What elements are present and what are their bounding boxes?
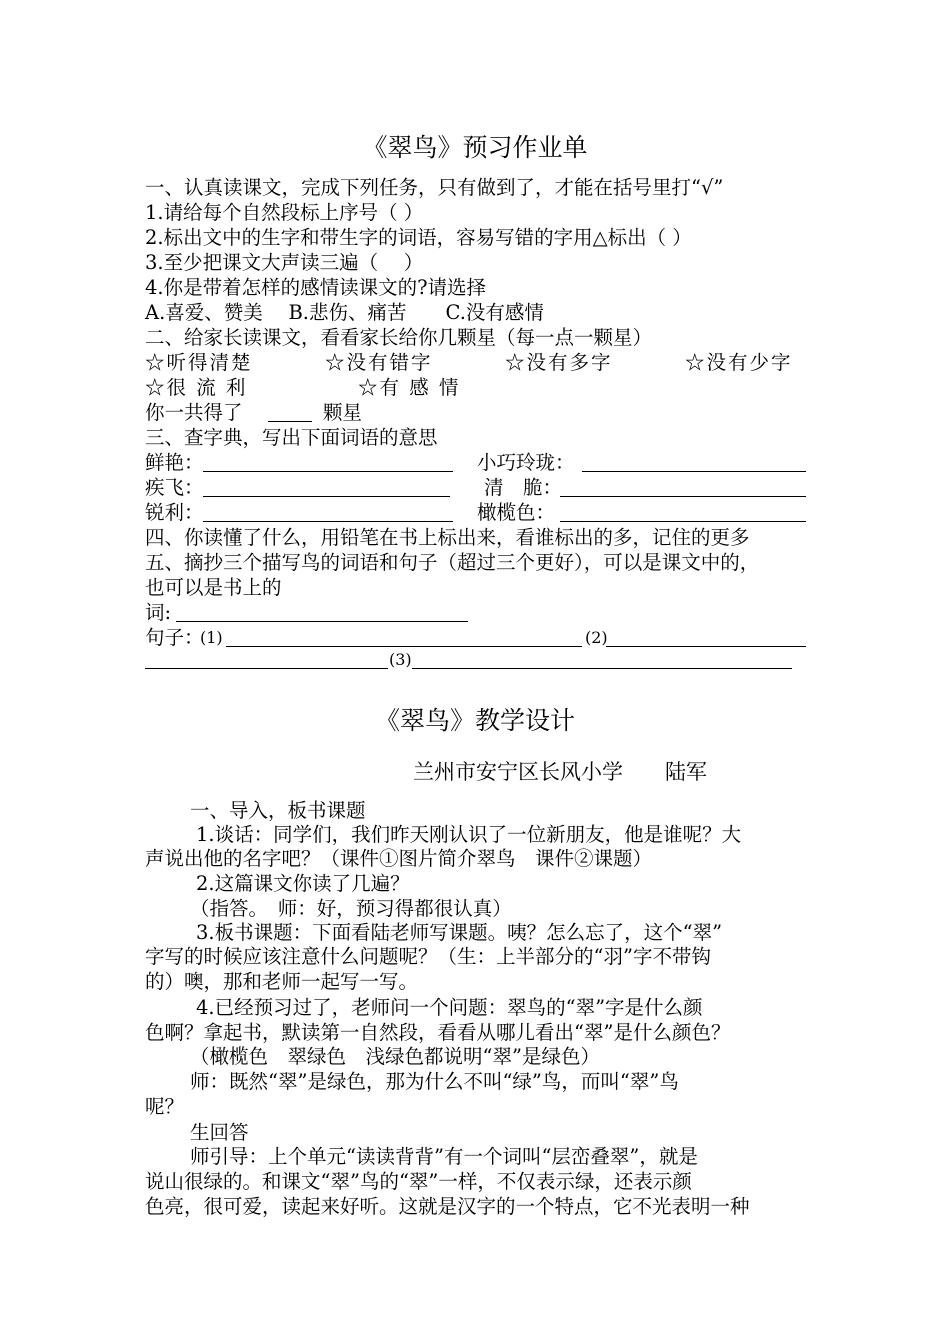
- design-paragraph-line: 色啊？拿起书，默读第一自然段，看看从哪儿看出“翠”是什么颜色？: [145, 1021, 731, 1044]
- word-label-jifei: 疾飞：: [145, 476, 204, 499]
- answer-blank-qingcui[interactable]: [560, 496, 806, 497]
- answer-blank-xiaoqiao[interactable]: [582, 471, 806, 472]
- design-title: 《翠鸟》教学设计: [374, 706, 575, 735]
- word-copy-label: 词:: [145, 601, 172, 624]
- word-label-ruili: 锐利：: [145, 501, 204, 524]
- design-paragraph-line: （橄榄色 翠绿色 浅绿色都说明“翠”是绿色）: [190, 1045, 600, 1068]
- design-paragraph-line: 呢？: [145, 1095, 185, 1118]
- word-label-xianyan: 鲜艳：: [145, 451, 204, 474]
- sentence-label: 句子：: [145, 626, 204, 649]
- sentence-mark-2: (2): [585, 628, 608, 647]
- sentence-blank-2-continued[interactable]: [145, 668, 388, 669]
- sentence-mark-1: (1): [200, 628, 223, 647]
- sentence-blank-3[interactable]: [412, 668, 792, 669]
- star-total-blank[interactable]: [268, 421, 312, 422]
- task1-options: A.喜爱、赞美 B.悲伤、痛苦 C.没有感情: [145, 301, 544, 324]
- task1-item-1: 1.请给每个自然段标上序号（ ）: [145, 201, 424, 224]
- design-paragraph-line: 师：既然“翠”是绿色，那为什么不叫“绿”鸟，而叫“翠”鸟: [190, 1070, 679, 1093]
- task2-heading: 二、给家长读课文，看看家长给你几颗星（每一点一颗星）: [145, 326, 653, 349]
- design-paragraph-line: 说山很绿的。和课文“翠”鸟的“翠”一样，不仅表示绿，还表示颜: [145, 1170, 692, 1193]
- task5-heading-line2: 也可以是书上的: [145, 576, 282, 599]
- design-paragraph-line: （指答。 师：好，预习得都很认真）: [190, 897, 512, 920]
- design-paragraph-line: 2.这篇课文你读了几遍？: [196, 872, 410, 895]
- design-paragraph-line: 色亮，很可爱，读起来好听。这就是汉字的一个特点，它不光表明一种: [145, 1195, 750, 1218]
- answer-blank-ganlanse[interactable]: [560, 521, 806, 522]
- design-paragraph-line: 的）噢，那和老师一起写一写。: [145, 970, 419, 993]
- star-item-fluent: ☆很 流 利: [145, 376, 248, 399]
- design-paragraph-line: 3.板书课题：下面看陆老师写课题。咦？怎么忘了，这个“翠”: [196, 921, 723, 944]
- star-item-no-extra: ☆没有多字: [505, 351, 613, 374]
- star-item-emotion: ☆有 感 情: [358, 376, 461, 399]
- word-copy-blank[interactable]: [176, 621, 468, 622]
- star-total-prefix: 你一共得了: [145, 401, 243, 424]
- answer-blank-jifei[interactable]: [203, 496, 450, 497]
- star-total-suffix: 颗星: [323, 401, 363, 424]
- word-label-ganlanse: 橄榄色：: [477, 501, 556, 524]
- task1-item-3: 3.至少把课文大声读三遍（ ）: [145, 251, 424, 274]
- worksheet-title: 《翠鸟》预习作业单: [362, 133, 588, 162]
- sentence-blank-2[interactable]: [606, 646, 806, 647]
- star-item-no-missing: ☆没有少字: [685, 351, 793, 374]
- word-label-qingcui: 清 脆：: [484, 476, 563, 499]
- answer-blank-xianyan[interactable]: [203, 471, 453, 472]
- task1-heading: 一、认真读课文，完成下列任务，只有做到了，才能在括号里打“√”: [145, 176, 724, 199]
- design-section-heading: 一、导入，板书课题: [190, 799, 366, 822]
- design-paragraph-line: 字写的时候应该注意什么问题呢？（生：上半部分的“羽”字不带钩: [145, 945, 711, 968]
- design-paragraph-line: 师引导：上个单元“读读背背”有一个词叫“层峦叠翠”，就是: [190, 1145, 698, 1168]
- star-item-clear: ☆听得清楚: [145, 351, 253, 374]
- design-paragraph-line: 4.已经预习过了，老师问一个问题：翠鸟的“翠”字是什么颜: [196, 996, 703, 1019]
- task3-heading: 三、查字典，写出下面词语的意思: [145, 426, 438, 449]
- star-item-no-wrong: ☆没有错字: [325, 351, 433, 374]
- task4-heading: 四、你读懂了什么，用铅笔在书上标出来，看谁标出的多，记住的更多: [145, 526, 750, 549]
- design-paragraph-line: 1.谈话：同学们，我们昨天刚认识了一位新朋友，他是谁呢？大: [196, 823, 742, 846]
- design-author: 兰州市安宁区长风小学 陆军: [413, 760, 707, 784]
- word-label-xiaoqiao: 小巧玲珑：: [477, 451, 575, 474]
- task5-heading-line1: 五、摘抄三个描写鸟的词语和句子（超过三个更好），可以是课文中的，: [145, 551, 760, 574]
- sentence-mark-3: (3): [389, 650, 412, 669]
- task1-item-4: 4.你是带着怎样的感情读课文的?请选择: [145, 276, 487, 299]
- answer-blank-ruili[interactable]: [203, 521, 453, 522]
- design-paragraph-line: 生回答: [190, 1121, 249, 1144]
- task1-item-2: 2.标出文中的生字和带生字的词语，容易写错的字用△标出（ ）: [145, 226, 692, 249]
- design-paragraph-line: 声说出他的名字吧？（课件①图片简介翠鸟 课件②课题）: [145, 847, 653, 870]
